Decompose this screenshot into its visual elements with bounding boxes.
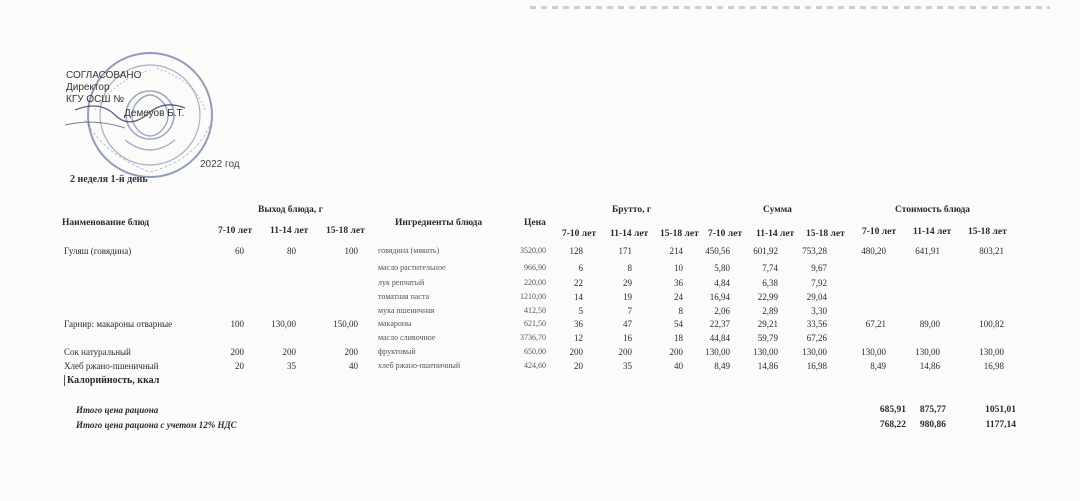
header-dish-name: Наименование блюд xyxy=(62,218,150,228)
header-gross-age1: 7-10 лет xyxy=(562,229,597,239)
price-value: 3520,00 xyxy=(520,246,546,255)
sum-value: 33,56 xyxy=(806,319,827,329)
gross-value: 35 xyxy=(623,361,632,371)
price-value: 650,00 xyxy=(524,347,546,356)
sum-value: 2,06 xyxy=(714,306,730,316)
gross-value: 22 xyxy=(574,278,583,288)
approval-title: СОГЛАСОВАНО xyxy=(66,70,142,81)
sum-value: 753,28 xyxy=(802,246,827,256)
gross-value: 36 xyxy=(674,278,683,288)
approval-block xyxy=(66,70,184,120)
ingredient-name: лук репчатый xyxy=(378,278,425,287)
sum-value: 67,26 xyxy=(806,333,827,343)
sum-value: 8,49 xyxy=(714,361,730,371)
header-cost-age2: 11-14 лет xyxy=(913,227,952,237)
ingredient-name: фруктовый xyxy=(378,347,416,356)
cost-value: 67,21 xyxy=(865,319,886,329)
price-value: 1210,00 xyxy=(520,292,546,301)
sum-value: 16,98 xyxy=(806,361,827,371)
gross-value: 200 xyxy=(569,347,583,357)
total-value: 980,86 xyxy=(919,420,946,430)
approval-date: 2022 год xyxy=(200,159,240,170)
ingredient-name: хлеб ржано-пшеничный xyxy=(378,361,461,370)
cost-value: 480,20 xyxy=(861,246,886,256)
header-cost: Стоимость блюда xyxy=(895,205,970,215)
header-gross-age2: 11-14 лет xyxy=(610,229,649,239)
output-value: 200 xyxy=(344,347,358,357)
sum-value: 22,37 xyxy=(709,319,730,329)
cost-value: 89,00 xyxy=(919,319,940,329)
output-value: 80 xyxy=(287,246,296,256)
sum-value: 16,94 xyxy=(709,292,730,302)
price-value: 220,00 xyxy=(524,278,546,287)
output-value: 40 xyxy=(349,361,358,371)
approval-signatory: Демеуов Б.Т. xyxy=(124,108,185,119)
gross-value: 171 xyxy=(618,246,632,256)
sum-value: 7,74 xyxy=(762,263,778,273)
sum-value: 4,84 xyxy=(714,278,730,288)
total-value: 685,91 xyxy=(879,405,906,415)
sum-value: 130,00 xyxy=(753,347,778,357)
sum-value: 22,99 xyxy=(757,292,778,302)
gross-value: 8 xyxy=(678,306,683,316)
gross-value: 10 xyxy=(674,263,683,273)
sum-value: 5,80 xyxy=(714,263,730,273)
output-value: 200 xyxy=(230,347,244,357)
approval-position: Директор xyxy=(66,82,110,93)
gross-value: 7 xyxy=(627,306,632,316)
approval-org: КГУ ОСШ № xyxy=(66,94,125,105)
total-value: 768,22 xyxy=(879,420,906,430)
sum-value: 450,56 xyxy=(705,246,730,256)
output-value: 130,00 xyxy=(271,319,296,329)
ingredient-name: говядина (мякоть) xyxy=(378,246,440,255)
gross-value: 8 xyxy=(627,263,632,273)
calories-label: Калорийность, ккал xyxy=(64,375,159,386)
gross-value: 6 xyxy=(578,263,583,273)
gross-value: 29 xyxy=(623,278,632,288)
price-value: 621,50 xyxy=(524,319,546,328)
cost-value: 130,00 xyxy=(915,347,940,357)
sum-value: 3,30 xyxy=(811,306,827,316)
gross-value: 20 xyxy=(574,361,583,371)
sum-value: 59,79 xyxy=(757,333,778,343)
gross-value: 47 xyxy=(623,319,632,329)
ingredient-name: масло растительное xyxy=(378,263,446,272)
gross-value: 214 xyxy=(669,246,683,256)
output-value: 200 xyxy=(282,347,296,357)
output-value: 35 xyxy=(287,361,296,371)
sum-value: 601,92 xyxy=(753,246,778,256)
week-day-label: 2 неделя 1-й день xyxy=(70,174,148,185)
gross-value: 200 xyxy=(669,347,683,357)
price-value: 966,90 xyxy=(524,263,546,272)
output-value: 20 xyxy=(235,361,244,371)
gross-value: 18 xyxy=(674,333,683,343)
ingredient-name: мука пшеничная xyxy=(378,306,435,315)
output-value: 100 xyxy=(230,319,244,329)
total-value: 875,77 xyxy=(919,405,946,415)
total-value: 1177,14 xyxy=(985,420,1016,430)
price-value: 3736,70 xyxy=(520,333,546,342)
dish-name: Сок натуральный xyxy=(64,347,131,357)
price-value: 412,50 xyxy=(524,306,546,315)
dish-name: Хлеб ржано-пшеничный xyxy=(64,361,159,371)
sum-value: 29,04 xyxy=(806,292,827,302)
header-sum: Сумма xyxy=(763,205,792,215)
gross-value: 128 xyxy=(569,246,583,256)
sum-value: 2,89 xyxy=(762,306,778,316)
gross-value: 54 xyxy=(674,319,683,329)
output-value: 60 xyxy=(235,246,244,256)
header-gross: Брутто, г xyxy=(612,205,652,215)
cost-value: 100,82 xyxy=(979,319,1004,329)
gross-value: 24 xyxy=(674,292,683,302)
header-output-age1: 7-10 лет xyxy=(218,226,253,236)
ingredient-name: макароны xyxy=(378,319,412,328)
header-ingredients: Ингредиенты блюда xyxy=(395,218,483,228)
header-output: Выход блюда, г xyxy=(258,205,323,215)
gross-value: 40 xyxy=(674,361,683,371)
cost-value: 641,91 xyxy=(915,246,940,256)
ingredient-name: томатная паста xyxy=(378,292,430,301)
total-value: 1051,01 xyxy=(985,405,1016,415)
sum-value: 7,92 xyxy=(811,278,827,288)
header-output-age2: 11-14 лет xyxy=(270,226,309,236)
sum-value: 14,86 xyxy=(757,361,778,371)
output-value: 150,00 xyxy=(333,319,358,329)
cost-value: 130,00 xyxy=(979,347,1004,357)
output-value: 100 xyxy=(344,246,358,256)
cost-value: 14,86 xyxy=(919,361,940,371)
sum-value: 29,21 xyxy=(757,319,778,329)
header-cost-age1: 7-10 лет xyxy=(862,227,897,237)
sum-value: 130,00 xyxy=(802,347,827,357)
header-gross-age3: 15-18 лет xyxy=(660,229,699,239)
sum-value: 44,84 xyxy=(709,333,730,343)
header-sum-age2: 11-14 лет xyxy=(756,229,795,239)
header-sum-age1: 7-10 лет xyxy=(708,229,743,239)
price-value: 424,60 xyxy=(524,361,546,370)
cost-value: 130,00 xyxy=(861,347,886,357)
total-label: Итого цена рациона xyxy=(76,405,159,415)
gross-value: 14 xyxy=(574,292,583,302)
dish-name: Гарнир: макароны отварные xyxy=(64,319,173,329)
total-label: Итого цена рациона с учетом 12% НДС xyxy=(76,420,237,430)
gross-value: 5 xyxy=(578,306,583,316)
header-output-age3: 15-18 лет xyxy=(326,226,365,236)
gross-value: 16 xyxy=(623,333,632,343)
sum-value: 130,00 xyxy=(705,347,730,357)
gross-value: 200 xyxy=(618,347,632,357)
gross-value: 19 xyxy=(623,292,632,302)
header-sum-age3: 15-18 лет xyxy=(806,229,845,239)
scan-artifact-line xyxy=(530,6,1050,9)
cost-value: 803,21 xyxy=(979,246,1004,256)
cost-value: 16,98 xyxy=(983,361,1004,371)
ingredient-name: масло сливочное xyxy=(378,333,436,342)
sum-value: 9,67 xyxy=(811,263,827,273)
gross-value: 36 xyxy=(574,319,583,329)
cost-value: 8,49 xyxy=(870,361,886,371)
header-cost-age3: 15-18 лет xyxy=(968,227,1007,237)
header-price: Цена xyxy=(524,218,546,228)
gross-value: 12 xyxy=(574,333,583,343)
dish-name: Гуляш (говядина) xyxy=(64,246,132,256)
sum-value: 6,38 xyxy=(762,278,778,288)
